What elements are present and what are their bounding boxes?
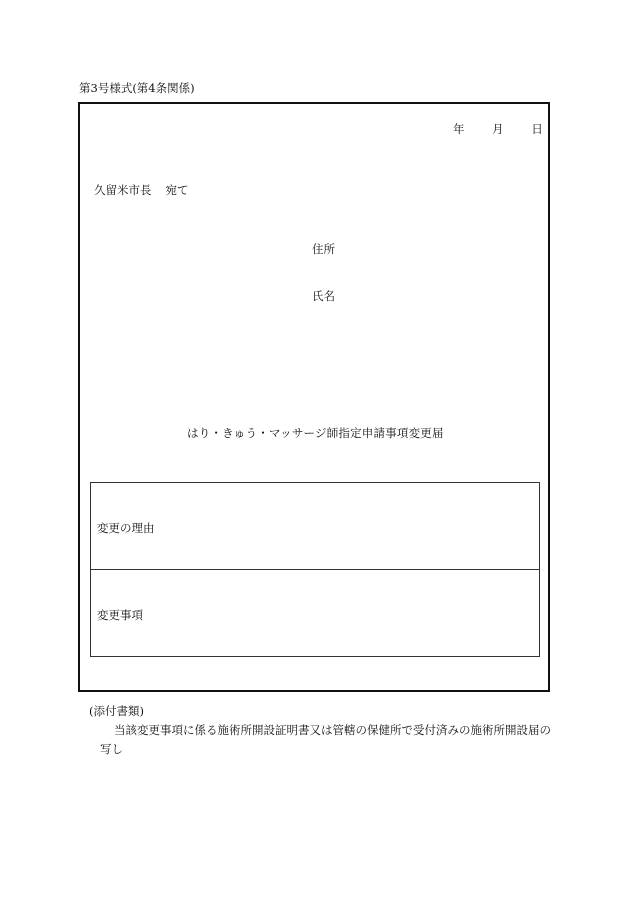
- change-reason-row: [91, 483, 539, 570]
- addressee-suffix: 宛て: [165, 183, 189, 197]
- addressee-name: 久留米市長: [94, 183, 152, 197]
- date-line: [453, 121, 543, 137]
- addressee: [94, 182, 189, 198]
- change-items-row: [91, 570, 539, 657]
- address-label: 住所: [312, 242, 335, 256]
- attachments-heading: (添付書類): [89, 704, 144, 718]
- date-year-label: 年: [453, 122, 465, 136]
- date-month-label: 月: [492, 122, 504, 136]
- document-title: はり・きゅう・マッサージ師指定申請事項変更届: [187, 426, 444, 440]
- date-day-label: 日: [531, 122, 543, 136]
- change-reason-label: 変更の理由: [97, 521, 155, 535]
- change-items-label: 変更事項: [97, 608, 143, 622]
- change-table: [90, 482, 540, 657]
- name-label: 氏名: [312, 289, 335, 303]
- form-number-label: 第3号様式(第4条関係): [79, 81, 195, 95]
- attachments-text: 当該変更事項に係る施術所開設証明書又は管轄の保健所で受付済みの施術所開設届の写し: [100, 723, 551, 756]
